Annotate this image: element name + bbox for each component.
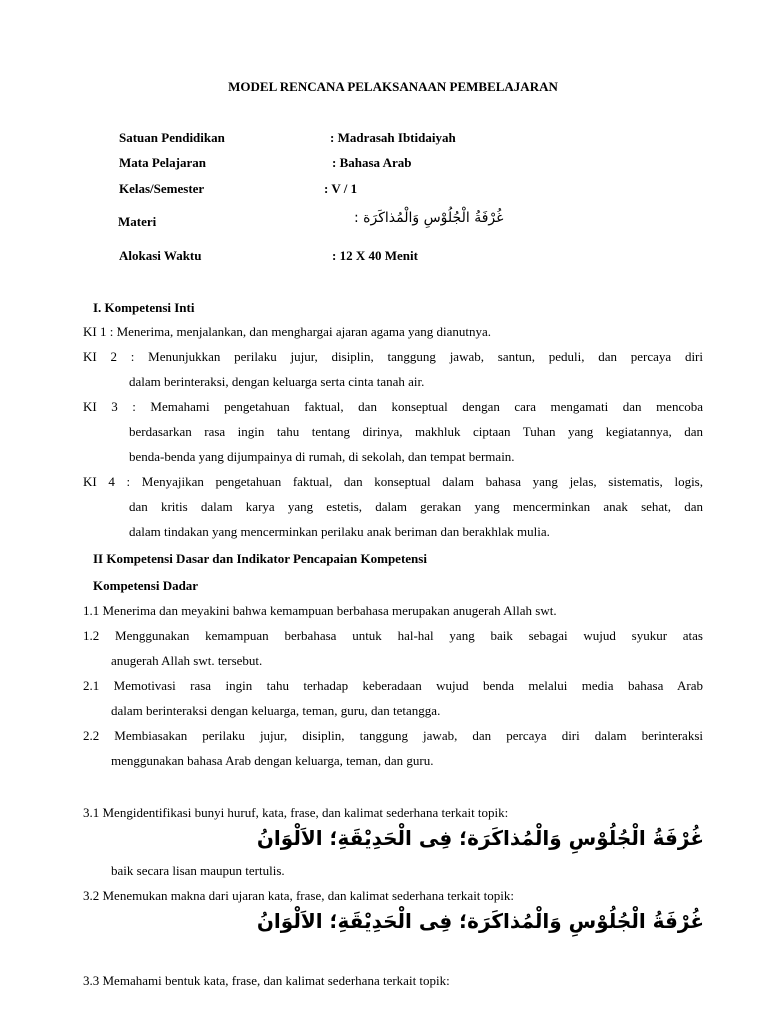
materi-label: Materi [118,214,157,229]
kd-3-2: 3.2 Menemukan makna dari ujaran kata, frase, dan kalimat sederhana terkait topik: [83,888,514,903]
kd-2-1-line-2: dalam berinteraksi dengan keluarga, teman, guru, dan tetangga. [111,703,441,718]
satuan-value: : Madrasah Ibtidaiyah [330,130,456,145]
ki-2-line-1: KI 2 : Menunjukkan perilaku jujur, disiplin, tanggung jawab, santun, peduli, dan percaya diri [83,349,703,364]
document-title: MODEL RENCANA PELAKSANAAN PEMBELAJARAN [228,79,558,94]
kd-2-2-line-2: menggunakan bahasa Arab dengan keluarga, teman, dan guru. [111,753,434,768]
ki-list [83,319,703,544]
kd-3-1-arabic: غُرْفَةُ الْجُلُوْسِ وَالْمُذاكَرَة؛ فِى الْحَدِيْقَةِ؛ الاَلْوَانُ [256,826,704,850]
materi-value-arabic: غُرْفَةُ الْجُلُوْسِ وَالْمُذاكَرَة : [354,210,504,226]
ki-2-line-2: dalam berinteraksi, dengan keluarga serta cinta tanah air. [129,374,425,389]
ki-1: KI 1 : Menerima, menjalankan, dan menghargai ajaran agama yang dianutnya. [83,324,492,339]
section-1-heading: I. Kompetensi Inti [93,300,195,315]
kd-3-1: 3.1 Mengidentifikasi bunyi huruf, kata, frase, dan kalimat sederhana terkait topik: [83,805,509,820]
kd-1-1: 1.1 Menerima dan meyakini bahwa kemampuan berbahasa merupakan anugerah Allah swt. [83,603,557,618]
mapel-label: Mata Pelajaran [119,155,207,170]
mapel-value: : Bahasa Arab [332,155,412,170]
ki-3-line-1: KI 3 : Memahami pengetahuan faktual, dan konseptual dengan cara mengamati dan mencoba [83,399,703,414]
kd-2-1-line-1: 2.1 Memotivasi rasa ingin tahu terhadap keberadaan wujud benda melalui media bahasa Arab [83,678,703,693]
alokasi-value: : 12 X 40 Menit [332,248,418,263]
kd-3-3: 3.3 Memahami bentuk kata, frase, dan kalimat sederhana terkait topik: [83,973,450,988]
ki-4-line-1: KI 4 : Menyajikan pengetahuan faktual, dan konseptual dalam bahasa yang jelas, sistematis, logis, [83,474,703,489]
ki-4-line-2: dan kritis dalam karya yang estetis, dalam gerakan yang mencerminkan anak sehat, dan [129,499,703,514]
ki-4-line-3: dalam tindakan yang mencerminkan perilaku anak beriman dan berakhlak mulia. [129,524,550,539]
kelas-label: Kelas/Semester [119,181,205,196]
ki-3-line-2: berdasarkan rasa ingin tahu tentang dirinya, makhluk ciptaan Tuhan yang kegiatannya, dan [129,424,703,439]
section-2-heading: II Kompetensi Dasar dan Indikator Pencapaian Kompetensi [93,551,427,566]
kd-2-2-line-1: 2.2 Membiasakan perilaku jujur, disiplin, tanggung jawab, dan percaya diri dalam berinteraksi [83,728,703,743]
kd-1-2-line-1: 1.2 Menggunakan kemampuan berbahasa untuk hal-hal yang baik sebagai wujud syukur atas [83,628,703,643]
kelas-value: : V / 1 [324,181,358,196]
ki-3-line-3: benda-benda yang dijumpainya di rumah, di sekolah, dan tempat bermain. [129,449,515,464]
kd-1-2-line-2: anugerah Allah swt. tersebut. [111,653,263,668]
satuan-label: Satuan Pendidikan [119,130,225,145]
kd-list [83,598,703,773]
alokasi-label: Alokasi Waktu [119,248,202,263]
section-2-subheading: Kompetensi Dadar [93,578,199,593]
kd-3-1-tail: baik secara lisan maupun tertulis. [111,863,285,878]
kd-3-2-arabic: غُرْفَةُ الْجُلُوْسِ وَالْمُذاكَرَة؛ فِى الْحَدِيْقَةِ؛ الاَلْوَانُ [256,909,704,933]
